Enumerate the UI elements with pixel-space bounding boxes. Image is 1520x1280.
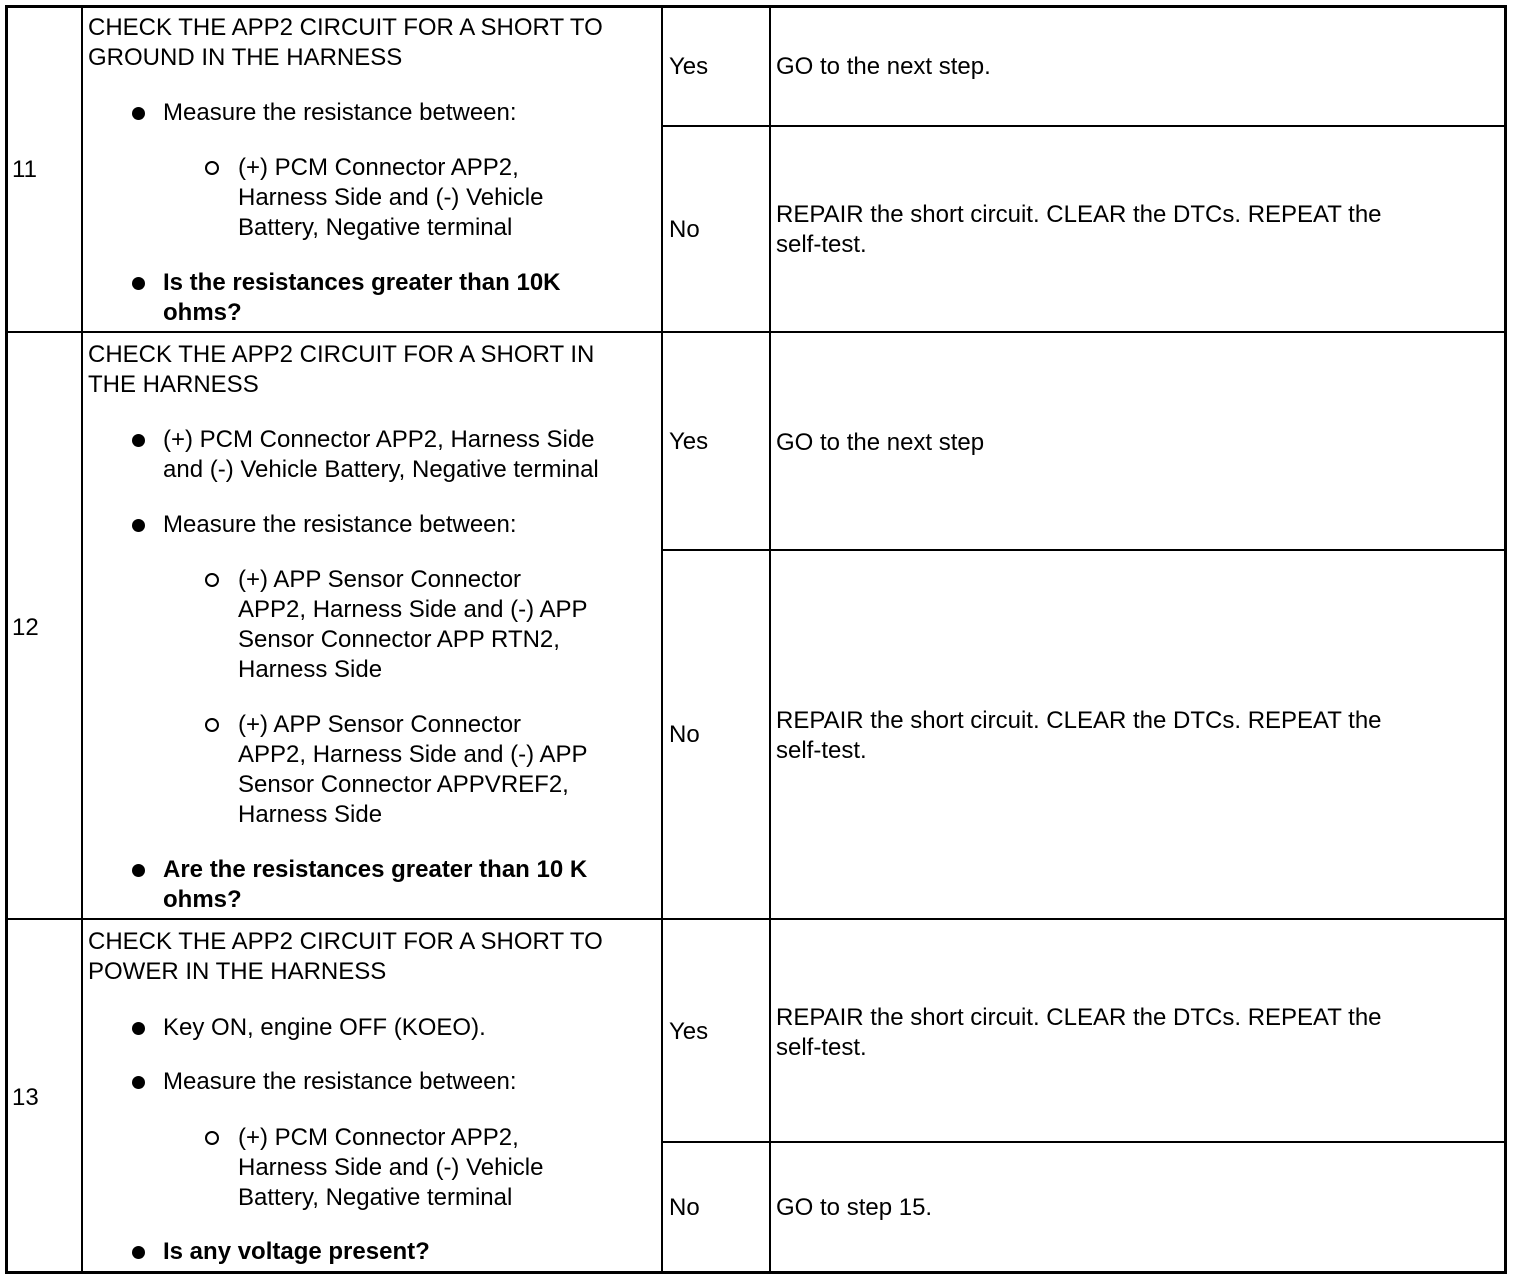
- instruction-text: (+) PCM Connector APP2,: [238, 1124, 519, 1151]
- sub-bullet-icon: [205, 1131, 219, 1145]
- bullet-icon: [132, 107, 145, 120]
- column-divider-step: [81, 5, 83, 1274]
- question-text: ohms?: [163, 299, 242, 326]
- question-text: Are the resistances greater than 10 K: [163, 856, 588, 883]
- step-title: POWER IN THE HARNESS: [88, 958, 387, 985]
- step-title: CHECK THE APP2 CIRCUIT FOR A SHORT IN: [88, 341, 595, 368]
- answer-no-label: No: [669, 721, 700, 748]
- sub-bullet-icon: [205, 573, 219, 587]
- instruction-text: and (-) Vehicle Battery, Negative terminal: [163, 456, 599, 483]
- answer-yes-action: GO to the next step: [776, 429, 985, 456]
- bullet-icon: [132, 1246, 145, 1259]
- instruction-text: Sensor Connector APPVREF2,: [238, 771, 569, 798]
- step-title: CHECK THE APP2 CIRCUIT FOR A SHORT TO: [88, 14, 603, 41]
- bullet-icon: [132, 864, 145, 877]
- answer-yes-label: Yes: [669, 1018, 709, 1045]
- answer-no-action: REPAIR the short circuit. CLEAR the DTCs. REPEAT the: [776, 707, 1382, 734]
- column-divider-procedure: [661, 5, 663, 1274]
- sub-bullet-icon: [205, 718, 219, 732]
- answer-yes-action: GO to the next step.: [776, 53, 991, 80]
- instruction-text: Harness Side: [238, 801, 383, 828]
- instruction-text: Battery, Negative terminal: [238, 1184, 513, 1211]
- instruction-text: Measure the resistance between:: [163, 99, 517, 126]
- instruction-text: Battery, Negative terminal: [238, 214, 513, 241]
- question-text: Is the resistances greater than 10K: [163, 269, 561, 296]
- answer-no-label: No: [669, 1194, 700, 1221]
- instruction-text: (+) PCM Connector APP2, Harness Side: [163, 426, 595, 453]
- answer-yes-action: REPAIR the short circuit. CLEAR the DTCs. REPEAT the: [776, 1004, 1382, 1031]
- instruction-text: (+) APP Sensor Connector: [238, 566, 522, 593]
- bullet-icon: [132, 1076, 145, 1089]
- step-number: 11: [12, 156, 37, 183]
- step-title: THE HARNESS: [88, 371, 259, 398]
- answer-yes-action: self-test.: [776, 1034, 867, 1061]
- answer-no-action: self-test.: [776, 231, 867, 258]
- question-text: ohms?: [163, 886, 242, 913]
- instruction-text: (+) APP Sensor Connector: [238, 711, 522, 738]
- answer-divider: [662, 1141, 1507, 1143]
- instruction-text: Harness Side and (-) Vehicle: [238, 1154, 544, 1181]
- answer-no-action: REPAIR the short circuit. CLEAR the DTCs. REPEAT the: [776, 201, 1382, 228]
- instruction-text: Harness Side and (-) Vehicle: [238, 184, 544, 211]
- bullet-icon: [132, 519, 145, 532]
- question-text: Is any voltage present?: [163, 1238, 430, 1265]
- bullet-icon: [132, 1022, 145, 1035]
- step-title: CHECK THE APP2 CIRCUIT FOR A SHORT TO: [88, 928, 603, 955]
- answer-yes-label: Yes: [669, 428, 709, 455]
- instruction-text: APP2, Harness Side and (-) APP: [238, 741, 588, 768]
- answer-divider: [662, 549, 1507, 551]
- instruction-text: Measure the resistance between:: [163, 511, 517, 538]
- step-number: 12: [12, 614, 39, 641]
- bullet-icon: [132, 277, 145, 290]
- answer-yes-label: Yes: [669, 53, 709, 80]
- answer-divider: [662, 125, 1507, 127]
- row-divider: [5, 918, 1507, 920]
- instruction-text: (+) PCM Connector APP2,: [238, 154, 519, 181]
- instruction-text: Key ON, engine OFF (KOEO).: [163, 1014, 486, 1041]
- bullet-icon: [132, 434, 145, 447]
- instruction-text: Sensor Connector APP RTN2,: [238, 626, 560, 653]
- instruction-text: Measure the resistance between:: [163, 1068, 517, 1095]
- step-number: 13: [12, 1084, 39, 1111]
- row-divider: [5, 331, 1507, 333]
- instruction-text: APP2, Harness Side and (-) APP: [238, 596, 588, 623]
- instruction-text: Harness Side: [238, 656, 383, 683]
- answer-no-label: No: [669, 216, 700, 243]
- answer-no-action: self-test.: [776, 737, 867, 764]
- sub-bullet-icon: [205, 161, 219, 175]
- step-title: GROUND IN THE HARNESS: [88, 44, 403, 71]
- column-divider-answer: [769, 5, 771, 1274]
- answer-no-action: GO to step 15.: [776, 1194, 933, 1221]
